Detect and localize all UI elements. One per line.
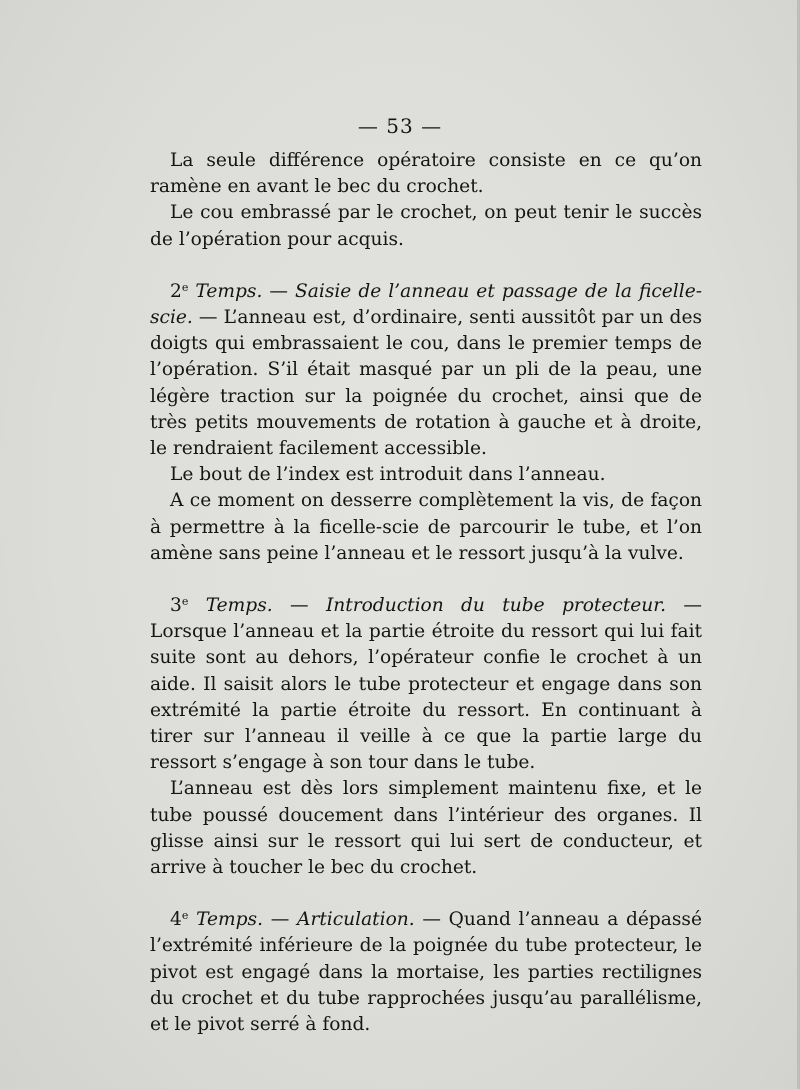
step-number: 4e	[170, 909, 189, 931]
step-label: Temps.	[196, 909, 264, 931]
step-label: Temps.	[205, 595, 273, 617]
step-number: 3e	[170, 595, 189, 617]
paragraph-1: La seule différence opératoire consiste en ce qu’on ramène en avant le bec du crochet.	[150, 150, 702, 198]
step-body: Quand l’anneau a dépassé l’extrémité inférieure de la poignée du tube protecteur, le pivot est engagé dans la mortaise, les parties rectilignes du crochet et du tube rapprochées jusqu’au parallélisme, et le pivot serré à fond.	[150, 909, 702, 1036]
paragraph-7: L’anneau est dès lors simplement maintenu fixe, et le tube poussé doucement dans l’intérieur des organes. Il glisse ainsi sur le ressort qui lui sert de conducteur, et arrive à toucher le bec du crochet.	[150, 778, 702, 879]
step-title: Articulation.	[297, 909, 415, 931]
section-temps-3: 3e Temps. — Introduction du tube protecteur. — Lorsque l’anneau et la partie étroite du ressort qui lui fait suite sont au dehors, l’opérateur confie le crochet à un aide. Il saisit alors le tube protecteur et engage dans son extrémité la partie étroite du ressort. En continuant à tirer sur l’anneau il veille à ce que la partie large du ressort s’engage à son tour dans le tube.	[150, 595, 702, 774]
section-temps-2: 2e Temps. — Saisie de l’anneau et passage de la ficelle-scie. — L’anneau est, d’ordinaire, senti aussitôt par un des doigts qui embrassaient le cou, dans le premier temps de l’opération. S’il était masqué par un pli de la peau, une légère traction sur la poignée du crochet, ainsi que de très petits mouvements de rotation à gauche et à droite, le rendraient facilement accessible.	[150, 280, 702, 460]
paragraph-2: Le cou embrassé par le crochet, on peut tenir le succès de l’opération pour acquis.	[150, 202, 702, 250]
page-body-text	[150, 148, 702, 1038]
step-label: Temps.	[195, 280, 263, 302]
page-number: — 53 —	[357, 114, 443, 138]
step-title: Introduction du tube protecteur.	[325, 595, 667, 617]
paragraph-4: Le bout de l’index est introduit dans l’anneau.	[170, 464, 606, 486]
step-body: Lorsque l’anneau et la partie étroite du ressort qui lui fait suite sont au dehors, l’opérateur confie le crochet à un aide. Il saisit alors le tube protecteur et engage dans son extrémité la partie étroite du ressort. En continuant à tirer sur l’anneau il veille à ce que la partie large du ressort s’engage à son tour dans le tube.	[150, 621, 702, 774]
step-body: L’anneau est, d’ordinaire, senti aussitôt par un des doigts qui embrassaient le cou, dans le premier temps de l’opération. S’il était masqué par un pli de la peau, une légère traction sur la poignée du crochet, ainsi que de très petits mouvements de rotation à gauche et à droite, le rendraient facilement accessible.	[150, 307, 702, 460]
section-temps-4: 4e Temps. — Articulation. — Quand l’anneau a dépassé l’extrémité inférieure de la poignée du tube protecteur, le pivot est engagé dans la mortaise, les parties rectilignes du crochet et du tube rapprochées jusqu’au parallélisme, et le pivot serré à fond.	[150, 909, 702, 1036]
step-number: 2e	[170, 280, 189, 302]
paragraph-5: A ce moment on desserre complètement la vis, de façon à permettre à la ficelle-scie de parcourir le tube, et l’on amène sans peine l’anneau et le ressort jusqu’à la vulve.	[150, 490, 702, 564]
step-title: Saisie de l’anneau et passage de la ficelle-scie.	[150, 280, 702, 329]
